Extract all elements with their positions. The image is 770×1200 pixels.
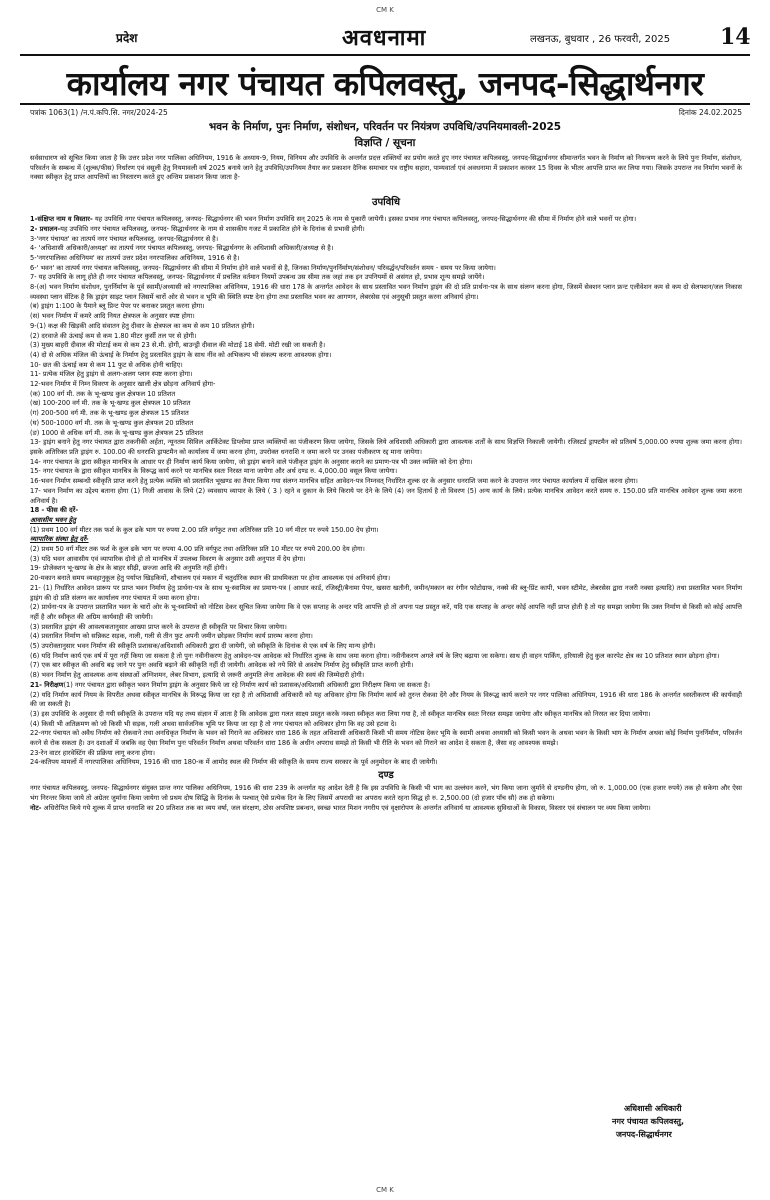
clause-item [30, 225, 742, 235]
clause-item [30, 341, 742, 351]
clause-item [30, 729, 742, 748]
page-number: 14 [720, 24, 751, 50]
clause-item [30, 458, 742, 468]
section-label: प्रदेश [116, 31, 138, 45]
clause-item [30, 564, 742, 574]
notice-banner-title: कार्यालय नगर पंचायत कपिलवस्तु, जनपद-सिद्धार्थनगर [66, 64, 704, 103]
clause-item [30, 652, 742, 662]
clause-item [30, 574, 742, 584]
danda-heading: दण्ड [378, 770, 394, 782]
clause-text: (3) यदि भवन आवासीय एवं व्यापारिक दोनो हो तो मानचित्र में उपलब्ध विवरण के अनुसार उसी अनुपात में देय होगा। [30, 554, 306, 563]
print-mark-top: CM K [376, 6, 394, 14]
clause-item [30, 399, 742, 409]
clause-text: 13- ड्राइंग बनाने हेतु नगर पंचायत द्वारा तकनीकी अर्हता, न्यूनतम सिविल आर्किटेक्ट डिप्लोमा प्राप्त व्यक्तियों का पंजीकरण किया जायेगा, जिसके लिये अधिशासी अधिकारी द्वारा आवश्यक शर्तों के साथ विज्ञप्ति निकाली जायेगी। रजिस्टर्ड ड्राफ्टमैन को प्रतिवर्ष 5,000.00 रुपया शुल्क जमा करना होगा। इसके अतिरिक्त प्रति ड्राइंग रु. 100.00 की धनराशि ड्राफ्टमैन को कार्यालय में जमा करना होगा, उपरोक्त धनराशि न जमा करने पर उनका पंजीकरण रद्द माना जायेगा। [30, 438, 742, 456]
clause-item [30, 235, 742, 245]
newspaper-header [20, 22, 750, 52]
clause-item [30, 215, 742, 225]
signature-block [612, 1102, 752, 1141]
intro-paragraph: सर्वसाधारण को सूचित किया जाता है कि उत्तर प्रदेश नगर पालिका अधिनियम, 1916 के अध्याय-9, नियम, विनियम और उपविधि के अन्तर्गत प्रदत्त शक्तियों का प्रयोग करते हुए नगर पंचायत कपिलवस्तु, जनपद-सिद्धार्थनगर सीमान्तर्गत भवन के निर्माण को नियन्त्रण करने के लिये पुनः निर्माण, संशोधन, परिवर्तन के सम्बन्ध में (शुल्क/फीस) निर्धारण एवं वसूली हेतु नियमावली वर्ष 2025 बनाये जाने हेतु उपविधि/उपनियम तैयार कर प्रकाशन दैनिक समाचार पत्र राष्ट्रीय सहारा, पाम्यवार्ता एवं अवधनामा में प्रकाशन करकर 15 दिवस के भीतर आपत्ति प्राप्त कर लिया गया। जिसके उपरान्त नव निर्माण भवनों के नक्सा स्वीकृत हेतु प्राप्त आपत्तियों का निस्तारण करते हुए अन्तिम प्रकाशन किया जाता है- [30, 154, 742, 182]
clause-text: (6) यदि निर्माण कार्य एक वर्ष में पूरा नहीं किया जा सकता है तो पुनः नवीनीकरण हेतु आवेदन-पत्र आवेदक को निर्धारित शुल्क के साथ जमा करना होगा। नवीनीकरण अगले वर्ष के लिए बढ़ाया जा सकेगा। साथ ही वाहन पार्किंग, हरियाली हेतु कुल कारपेट क्षेत्र का 10 प्रतिशत स्थान छोड़ना होगा। [30, 651, 720, 660]
clause-item [30, 467, 742, 477]
reference-date: दिनांक 24.02.2025 [678, 108, 742, 117]
clause-text: 7- यह उपविधि के लागू होते ही नगर पंचायत कपिलवस्तु, जनपद- सिद्धार्थनगर में प्रचलित वर्तमान नियमों उपबन्ध उस सीमा तक जहां तक इन उपनियमों से असंगत हो, प्रभाव शून्य समझे जायेंगे। [30, 273, 485, 282]
header-divider [20, 54, 750, 56]
notice-label: विज्ञप्ति / सूचना [354, 137, 416, 149]
clause-item [30, 244, 742, 254]
clause-item [30, 642, 742, 652]
clause-item [30, 254, 742, 264]
signatory-title: अधिशासी अधिकारी [624, 1104, 682, 1113]
clause-item [30, 332, 742, 342]
clause-text: (8) भवन निर्माण हेतु आवश्यक अन्य संस्थाओं अग्निशमन, लेबर विभाग, इत्यादि से जरूरी अनुमति लेना आवेदक की स्वयं की जिम्मेदारी होगी। [30, 671, 365, 680]
note-paragraph [30, 804, 742, 814]
clause-item [30, 477, 742, 487]
note-lead: नोट- [30, 803, 42, 812]
clause-item [30, 681, 742, 691]
clause-text: 5-'नगरपालिका अधिनियम' का तात्पर्य उत्तर प्रदेश नगरपालिका अधिनियम, 1916 से है। [30, 253, 240, 262]
reference-number: पत्रांक 1063(1) /न.पं.कपि.सि. नगर/2024-25 [30, 108, 168, 117]
clause-item [30, 438, 742, 457]
clause-text: (3) मुख्य बाहरी दीवाल की मोटाई कम से कम 23 से.मी. होगी, बाउन्ड्री दीवाल की मोटाई 18 सेमी. मोटी रखी जा सकती है। [30, 341, 326, 350]
clause-item [30, 758, 742, 768]
newspaper-logo: अवधनामा [342, 25, 427, 51]
clause-item [30, 409, 742, 419]
clause-text: 8-(अ) भवन निर्माण संशोधन, पुनर्निर्माण के पूर्व स्वामी/अध्यासी को नगरपालिका अधिनियम, 1916 की धारा 178 के अन्तर्गत आवेदन के साथ प्रस्तावित भवन निर्माण ड्राइंग की दो प्रति प्रार्थना-पत्र के साथ संलग्न करना होगा, जिसमें सेक्शन प्लान फ्रन्ट एलीवेशन कम से कम दो सेलफ्शन/जल निकास व्यवस्था प्लान सेंटिक है कि ड्राइंग साइट प्लान जिसमें चारों ओर से भवन व भूमि की स्थिति स्पष्ट देना होगा तथा प्रस्तावित भवन का आगणन, लेबरसेस एवं अनुसूची प्रस्तुत करना अनिवार्य होगा। [30, 283, 742, 301]
clause-item [30, 526, 742, 536]
upvidhi-heading: उपविधि [371, 197, 401, 209]
clause-item [30, 273, 742, 283]
clause-text: 22-नगर पंचायत को अवैध निर्माण को रोकवाने तथा अनधिकृत निर्माण के भवन को गिराने का अधिकार धारा 186 के तहत अधिशासी अधिकारी किसी भी समय नोटिस देकर भूमि के स्वामी अथवा अध्यासी को किसी भवन के अथवा भवन के किसी भाग के निर्माण अथवा कोई निर्माण पुनर्निर्माण, परिवर्तन करने से रोक सकता है। उन दशाओं में जबकि वह ऐसा निर्माण पुनः परिवर्तन निर्माण अथवा परिवर्तन धारा 186 के अधीन अपराध समझे तो किसी भी रीति के भवन को गिराने का आदेश दे सकता है, जैसा वह आवश्यक समझे। [30, 729, 742, 748]
clause-item [30, 661, 742, 671]
clause-text: 16-भवन निर्माण सम्बन्धी स्वीकृति प्राप्त करने हेतु प्रत्येक व्यक्ति को प्रस्तावित भूखण्ड का तैयार किया गया संलग्न मानचित्र सहित आवेदन-पत्र निम्नवत् निर्धारित शुल्क दर के अनुसार धनराशि जमा करने के उपरान्त नगर पंचायत कार्यालय में दाखिल करना होगा। [30, 477, 638, 486]
clause-item [30, 691, 742, 710]
clause-item [30, 710, 742, 720]
clause-text: 21- (1) निर्धारित आवेदन प्रारूप पर प्राप्त भवन निर्माण हेतु प्रार्थना-पत्र के साथ भू-स्वामित्व का प्रमाण-पत्र ( आधार कार्ड, रजिस्ट्री/बैनामा पेपर, खसरा खतौनी, जमीन/मकान का रंगीन फोटोग्राफ, नक्से की ब्लू-प्रिंट कापी, भवन स्टीमेट, लेबरसेस द्वारा नजरी नक्सा इत्यादि) तथा प्रस्तावित भवन निर्माण ड्राइंग की दो प्रति संलग्न कर कार्यालय नगर पंचायत में जमा करना होगा। [30, 583, 742, 602]
clause-text: (ग) 200-500 वर्ग मी. तक के भू-खण्ड कुल क्षेत्रफल 15 प्रतिशत [30, 409, 189, 418]
clause-text: (2) प्रार्थना-पत्र के उपरान्त प्रस्तावित भवन के चारों ओर के भू-स्वामियों को नोटिस देकर सूचित किया जायेगा कि वे एक सप्ताह के अन्दर यदि आपत्ति हो तो अपना पक्ष प्रस्तुत करें, यदि एक सप्ताह के अन्दर कोई आपत्ति नहीं प्राप्त होती है तो यह समझा जायेगा कि उक्त निर्माण से किसी को कोई आपत्ति नहीं है और स्वीकृत की अग्रिम कार्यवाही की जायेगी। [30, 603, 742, 621]
clause-text: यह उपविधि नगर पंचायत कपिलवस्तु, जनपद- सिद्धार्थनगर की भवन निर्माण उपविधि सन् 2025 के नाम से पुकारी जायेगी। इसका प्रभाव नगर पंचायत कपिलवस्तु, जनपद-सिद्धार्थनगर की सीमा में निर्माण होने वाले भवनों पर होगा। [92, 215, 637, 224]
clause-item [30, 312, 742, 322]
clause-text: (5) उपरोक्तानुसार भवन निर्माण की स्वीकृति प्रशासक/अधिशासी अधिकारी द्वारा दी जायेगी, जो स्वीकृति के दिनांक से एक वर्ष के लिए मान्य होगी। [30, 642, 376, 651]
clause-item [30, 603, 742, 622]
clause-text: 24-कतिपय मामलों में नगरपालिका अधिनियम, 1916 की धारा 180-क में आमोद स्थल की निर्माण की स्वीकृति के समय राज्य सरकार के पूर्व अनुमोदन के बाद दी जायेगी। [30, 758, 438, 767]
clause-text: 20-मकान बनाते समय व्यवहानुकूल हेतु पर्याप्त खिड़कियों, शौचालय एवं मकान में चतुर्दारिक स्थान की प्राथमिकता पर होना आवश्यक एवं अनिवार्य होगा। [30, 574, 391, 583]
clause-text: 4- 'अधिशासी अधिकारी/अध्यक्ष' का तात्पर्य नगर पंचायत कपिलवस्तु, जनपद- सिद्धार्थनगर के अधिशासी अधिकारी/अध्यक्ष से है। [30, 244, 334, 253]
clause-item [30, 506, 742, 516]
clause-item [30, 632, 742, 642]
clause-text: (4) किसी भी अतिक्रमण को जो किसी भी सड़क, गली अथवा सार्वजनिक भूमि पर किया जा रहा है तो नगर पंचायत को अधिकार होगा कि वह उसे हटवा दे। [30, 719, 397, 728]
clause-subheading: आवासीय भवन हेतु [30, 515, 76, 524]
clause-text: यह उपविधि नगर पंचायत कपिलवस्तु, जनपद- सिद्धार्थनगर के नाम से शासकीय गजट में प्रकाशित होने के दिनांक से प्रभावी होगी। [60, 224, 365, 233]
clause-text: 9-(1) कक्ष की खिड़की आदि संवातन हेतु दीवार के क्षेत्रफल का कम से कम 10 प्रतिशत होगी। [30, 321, 255, 330]
clause-text: 10- छत की ऊंचाई कम से कम 11 फुट से अधिक होनी चाहिए। [30, 360, 183, 369]
clause-text: 11- प्रत्येक मंजिल हेतु ड्राइंग से अलग-अलग प्लान स्पष्ट करना होगा। [30, 370, 193, 379]
clause-item [30, 322, 742, 332]
issue-date: लखनऊ, बुधवार , 26 फरवरी, 2025 [530, 34, 671, 45]
signatory-district: जनपद-सिद्धार्थनगर [616, 1130, 672, 1139]
clause-text: (2) दरवाजे की ऊंचाई कम से कम 1.80 मीटर कुर्सी तल पर से होगी। [30, 331, 197, 340]
note-text: अधिरोपित किये गये शुल्क में प्राप्त धनराशि का 20 प्रतिशत तक का व्यय वर्षा, जल संरक्षण, ठोस अपशिष्ट प्रबन्धन, स्वच्छ भारत मिशन नगरीय एवं वृक्षारोपण के अन्तर्गत अनिवार्य या आवश्यक सुविधाओं के विकास, विस्तार एवं संचालन पर व्यय किया जायेगा। [41, 803, 651, 812]
clause-item [30, 584, 742, 603]
clause-item [30, 390, 742, 400]
clause-subheading: व्यापारिक संस्था हेतु दरें- [30, 535, 89, 544]
notice-subject: भवन के निर्माण, पुनः निर्माण, संशोधन, परिवर्तन पर नियंत्रण उपविधि/उपनियमावली-2025 [208, 121, 562, 133]
clause-item [30, 720, 742, 730]
danda-paragraph: नगर पंचायत कपिलवस्तु, जनपद- सिद्धार्थनगर संयुक्त प्रान्त नगर पालिका अधिनियम, 1916 की धारा 239 के अन्तर्गत यह आदेश देती है कि इस उपविधि के किसी भी भाग का उल्लंघन करने, भंग किया जाना जुर्माने से दण्डनीय होगा, जो रु. 1,000.00 (एक हजार रुपये) तक हो सकेगा और ऐसा भंग निरन्तर किया जाये तो अग्रेतर जुर्माना किया जायेगा जो प्रथम दोष सिद्धि के दिनांक के पश्चात् ऐसे प्रत्येक दिन के लिए जिसमें अपराधी का अपराध करते रहना सिद्ध हो रु. 2,500.00 (दो हजार पाँच सौ) तक हो सकेगा। [30, 784, 742, 802]
clause-lead: 1-संक्षिप्त नाम व विस्तार- [30, 215, 93, 224]
clause-item [30, 535, 742, 545]
clause-text: 17- भवन निर्माण का उद्देश्य बताना होगा (1) निजी आवास के लिये (2) व्यवसाय व्यापार के लिये ( 3 ) रहने व दुकान के लिये किराये पर देने के लिये (4) जन हितार्थ है तो विवरण (5) अन्य कार्य के लिये। प्रत्येक मानचित्र आवेदन करते समय रु. 150.00 प्रति मानचित्र आवेदन शुल्क जमा करना अनिवार्य है। [30, 486, 742, 505]
clause-text: 23-रेन वाटर हारवेस्टिंग की प्रक्रिया लागू करना होगा। [30, 748, 156, 757]
clause-item [30, 487, 742, 506]
clause-item [30, 429, 742, 439]
clause-text: (4) प्रस्तावित निर्माण को सन्निकट सड़क, नाली, गली से तीन फुट अपनी जमीन छोड़कर निर्माण कार्य प्रारम्भ करना होगा। [30, 632, 313, 641]
clause-item [30, 545, 742, 555]
clause-item [30, 671, 742, 681]
clause-text: (3) इस उपविधि के अनुसार दी गयी स्वीकृति के उपरान्त यदि यह तथ्य संज्ञान में आता है कि आवेदक द्वारा गलत साक्ष्य प्रस्तुत करके नक्शा स्वीकृत करा लिया गया है, तो स्वीकृत मानचित्र स्वतः निरस्त समझा जायेगा और स्वीकृत मानचित्र को निरस्त कर दिया जायेगा। [30, 709, 651, 718]
clause-text: (7) एक बार स्वीकृत की अवधि बढ़ जाने पर पुनः अवधि बढ़ाने की स्वीकृति नहीं दी जायेगी। आवेदक को नये सिरे से अवशेष निर्माण हेतु स्वीकृति प्राप्त करनी होगी। [30, 661, 414, 670]
clause-item [30, 283, 742, 302]
clause-text: (ङ) 1000 से अधिक वर्ग मी. तक के भू-खण्ड कुल क्षेत्रफल 25 प्रतिशत [30, 428, 203, 437]
reference-line [30, 108, 742, 118]
clause-item [30, 419, 742, 429]
clause-lead: 18 - फीस की दरें- [30, 506, 79, 515]
clause-text: (2) यदि निर्माण कार्य नियम के विपरीत अथवा स्वीकृत मानचित्र के विरूद्ध किया जा रहा है तो अधिशासी अधिकारी को यह अधिकार होगा कि निर्माण कार्य को तुरन्त रोकवा देंगे और नियम के विरूद्ध कार्य कराने पर नगर पालिका अधिनियम, 1916 की धारा 186 के अन्तर्गत ध्वस्तीकरण की कार्यवाही की जा सकती है। [30, 690, 742, 709]
clause-text: (3) प्रस्तावित ड्राइंग की आवश्यकतानुसार आख्या प्राप्त करने के उपरान्त ही स्वीकृति पर विचार किया जायेगा। [30, 622, 287, 631]
clause-item [30, 370, 742, 380]
clause-text: (1) प्रथम 100 वर्ग मीटर तक फर्श के कुल ढके भाग पर रुपया 2.00 प्रति वर्गफुट तथा अतिरिक्त प्रति 10 वर्ग मीटर पर रुपये 150.00 देय होगा। [30, 525, 379, 534]
clause-item [30, 749, 742, 759]
clause-lead: 21- निरीक्षण [30, 680, 64, 689]
clause-text: (ब) ड्राइंग 1:100 के पैमाने ब्लू प्रिन्ट पेपर पर बनाकर प्रस्तुत करना होगा। [30, 302, 205, 311]
clause-item [30, 380, 742, 390]
clause-text: (4) दो से अधिक मंजिल की ऊंचाई के निर्माण हेतु प्रस्तावित ड्राइंग के साथ नींव को अभिकल्प भी संकल्प करना आवश्यक होगा। [30, 350, 332, 359]
print-mark-bottom: CM K [376, 1186, 394, 1194]
clause-text: 12-भवन निर्माण में निम्न विवरण के अनुसार खाली क्षेत्र छोड़ना अनिवार्य होगा- [30, 380, 216, 389]
clause-list [30, 215, 742, 768]
clause-item [30, 302, 742, 312]
clause-item [30, 361, 742, 371]
clause-text: (घ) 500-1000 वर्ग मी. तक के भू-खण्ड कुल क्षेत्रफल 20 प्रतिशत [30, 418, 194, 427]
clause-lead: 2- प्रचालन- [30, 224, 61, 233]
clause-text: 19- प्रोजेक्शन भू-खण्ड के क्षेत्र के बाहर सीढ़ी, छज्जा आदि की अनुमति नहीं होगी। [30, 564, 228, 573]
clause-text: (क) 100 वर्ग मी. तक के भू-खण्ड कुल क्षेत्रफल 10 प्रतिशत [30, 389, 176, 398]
clause-item [30, 264, 742, 274]
clause-text: (ख) 100-200 वर्ग मी. तक के भू-खण्ड कुल क्षेत्रफल 10 प्रतिशत [30, 399, 191, 408]
clause-text: 14- नगर पंचायत के द्वारा स्वीकृत मानचित्र के आधार पर ही निर्माण कार्य किया जायेगा, जो ड्राइंग बनाने वाले पंजीकृत ड्राइंग के अनुसार कराने का प्रमाण-पत्र भी उक्त व्यक्ति को देना होगा। [30, 457, 473, 466]
clause-item [30, 516, 742, 526]
clause-text: (1) नगर पंचायत द्वारा स्वीकृत भवन निर्माण ड्राइंग के अनुसार किये जा रहे निर्माण कार्य को प्रशासक/अधिशासी अधिकारी द्वारा निरीक्षण किया जा सकता है। [63, 680, 430, 689]
notice-body [30, 154, 742, 813]
clause-item [30, 555, 742, 565]
clause-text: 3-'नगर पंचायत' का तात्पर्य नगर पंचायत कपिलवस्तु, जनपद-सिद्धार्थनगर से है। [30, 234, 219, 243]
clause-text: 15- नगर पंचायत के द्वारा स्वीकृत मानचित्र के विरूद्ध कार्य करने पर मानचित्र स्वतः निरस्त माना जायेगा और अर्थ दण्ड रु. 4,000.00 वसूल किया जायेगा। [30, 467, 398, 476]
signatory-office: नगर पंचायत कपिलवस्तु, [612, 1117, 685, 1126]
clause-item [30, 351, 742, 361]
clause-text: (2) प्रथम 50 वर्ग मीटर तक फर्श के कुल ढके भाग पर रुपया 4.00 प्रति वर्गफुट तथा अतिरिक्त प्रति 10 मीटर पर रुपये 200.00 देय होगा। [30, 545, 365, 554]
clause-item [30, 623, 742, 633]
clause-text: 6-' भवन' का तात्पर्य नगर पंचायत कपिलवस्तु, जनपद- सिद्धार्थनगर की सीमा में निर्माण होने वाले भवनों से है, जिनका निर्माण/पुनर्निर्माण/संशोधन/ परिवर्द्धन/परिवर्तन समय - समय पर किया जायेगा। [30, 263, 496, 272]
banner-divider [20, 103, 750, 105]
clause-text: (स) भवन निर्माण में कमरे आदि नियत क्षेत्रफल के अनुसार स्पष्ट होगा। [30, 312, 195, 321]
